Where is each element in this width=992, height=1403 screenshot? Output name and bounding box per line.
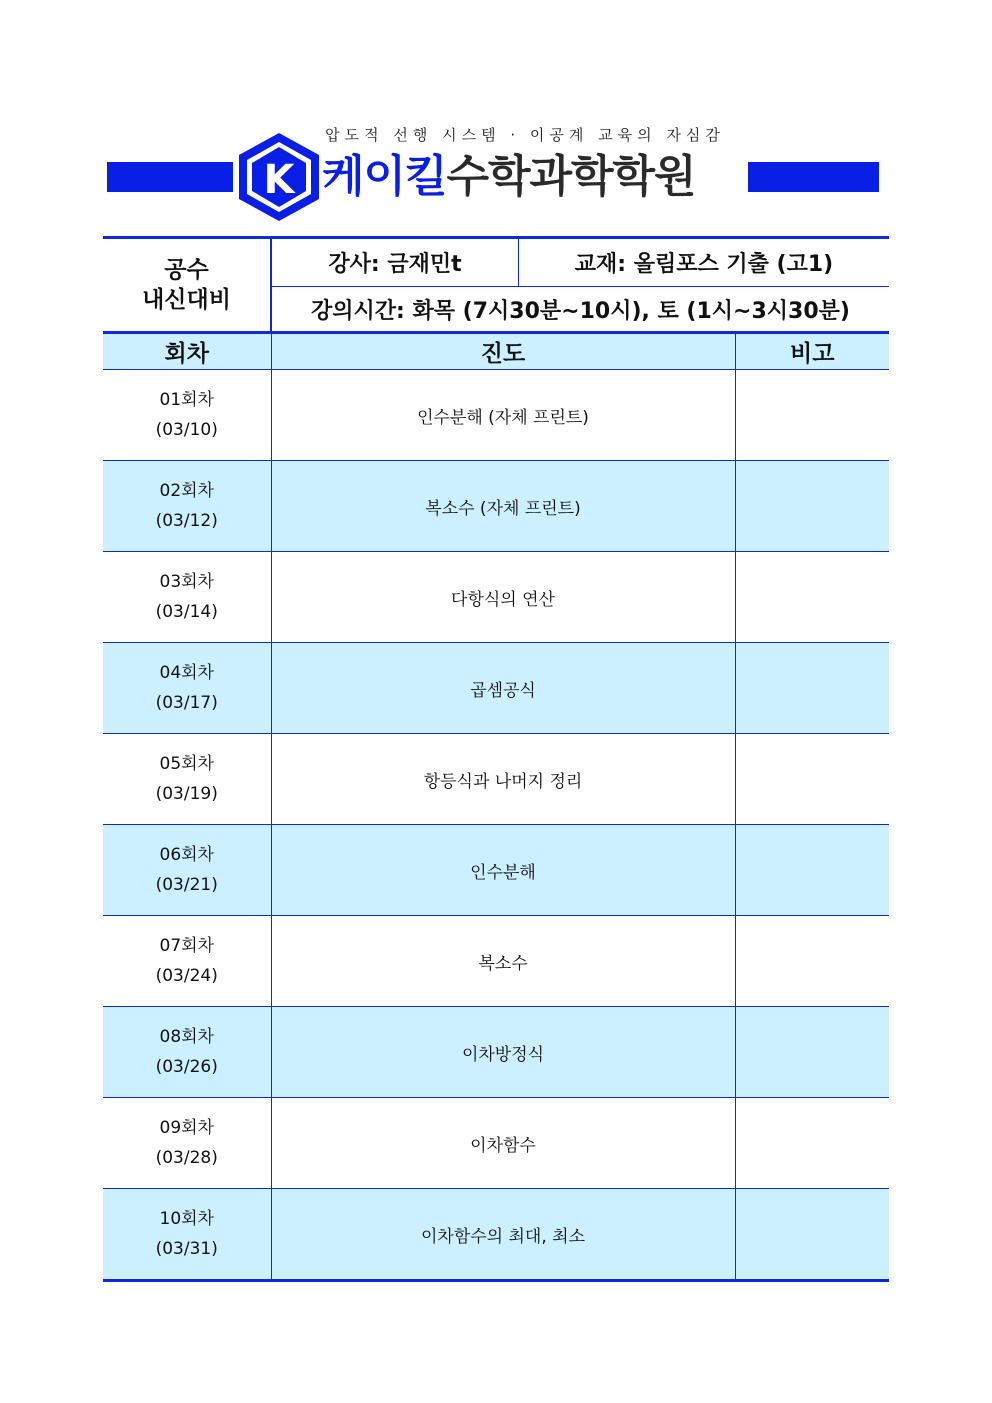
topic-cell: 복소수 bbox=[271, 916, 735, 1007]
session-number: 08회차 bbox=[159, 1027, 214, 1047]
session-date: (03/19) bbox=[155, 784, 218, 804]
topic-cell: 항등식과 나머지 정리 bbox=[271, 734, 735, 825]
session-cell bbox=[103, 1007, 271, 1098]
table-row bbox=[103, 643, 889, 734]
topic-cell: 인수분해 (자체 프린트) bbox=[271, 370, 735, 461]
slogan: 압도적 선행 시스템 · 이공계 교육의 자심감 bbox=[325, 126, 725, 144]
brand-suffix: 수학과학학원 bbox=[446, 151, 696, 202]
note-cell bbox=[735, 734, 889, 825]
note-cell bbox=[735, 1189, 889, 1281]
info-row-top bbox=[272, 239, 889, 287]
session-number: 04회차 bbox=[159, 663, 214, 683]
table-row bbox=[103, 370, 889, 461]
table-row bbox=[103, 1098, 889, 1189]
session-number: 01회차 bbox=[159, 390, 214, 410]
session-cell bbox=[103, 1189, 271, 1281]
note-cell bbox=[735, 1098, 889, 1189]
topic-cell: 인수분해 bbox=[271, 825, 735, 916]
session-date: (03/26) bbox=[155, 1057, 218, 1077]
textbook-label: 교재: 올림포스 기출 (고1) bbox=[574, 252, 834, 277]
topic-cell: 복소수 (자체 프린트) bbox=[271, 461, 735, 552]
session-schedule-table bbox=[103, 334, 889, 1282]
table-row bbox=[103, 1007, 889, 1098]
topic-cell: 이차함수의 최대, 최소 bbox=[271, 1189, 735, 1281]
session-cell bbox=[103, 825, 271, 916]
session-date: (03/12) bbox=[155, 511, 218, 531]
session-date: (03/28) bbox=[155, 1148, 218, 1168]
table-row bbox=[103, 825, 889, 916]
topic-cell: 곱셈공식 bbox=[271, 643, 735, 734]
logo-letter: K bbox=[263, 157, 295, 203]
header-note: 비고 bbox=[735, 334, 889, 370]
session-date: (03/10) bbox=[155, 420, 218, 440]
note-cell bbox=[735, 643, 889, 734]
session-date: (03/14) bbox=[155, 602, 218, 622]
table-row bbox=[103, 461, 889, 552]
course-name bbox=[103, 239, 272, 331]
session-number: 06회차 bbox=[159, 845, 214, 865]
note-cell bbox=[735, 1007, 889, 1098]
session-number: 03회차 bbox=[159, 572, 214, 592]
session-cell bbox=[103, 734, 271, 825]
session-date: (03/21) bbox=[155, 875, 218, 895]
table-row bbox=[103, 552, 889, 643]
teacher-label: 강사: 금재민t bbox=[272, 239, 519, 286]
session-cell bbox=[103, 461, 271, 552]
session-number: 09회차 bbox=[159, 1118, 214, 1138]
session-cell bbox=[103, 916, 271, 1007]
table-row bbox=[103, 734, 889, 825]
table-header-row bbox=[103, 334, 889, 370]
session-number: 05회차 bbox=[159, 754, 214, 774]
header-progress: 진도 bbox=[271, 334, 735, 370]
k-hexagon-logo-icon bbox=[236, 131, 322, 223]
topic-cell: 이차방정식 bbox=[271, 1007, 735, 1098]
header-bar-right bbox=[748, 162, 879, 192]
table-row bbox=[103, 1189, 889, 1281]
note-cell bbox=[735, 552, 889, 643]
session-number: 07회차 bbox=[159, 936, 214, 956]
session-date: (03/24) bbox=[155, 966, 218, 986]
topic-cell: 이차함수 bbox=[271, 1098, 735, 1189]
table-row bbox=[103, 916, 889, 1007]
note-cell bbox=[735, 825, 889, 916]
header-session: 회차 bbox=[103, 334, 271, 370]
topic-cell: 다항식의 연산 bbox=[271, 552, 735, 643]
header-bar-left bbox=[107, 162, 233, 192]
course-name-line1: 공수 bbox=[164, 257, 209, 283]
session-number: 10회차 bbox=[159, 1209, 214, 1229]
brand-name: 케이킬 bbox=[322, 151, 447, 202]
session-cell bbox=[103, 643, 271, 734]
session-date: (03/17) bbox=[155, 693, 218, 713]
session-cell bbox=[103, 1098, 271, 1189]
note-cell bbox=[735, 461, 889, 552]
note-cell bbox=[735, 370, 889, 461]
note-cell bbox=[735, 916, 889, 1007]
session-date: (03/31) bbox=[155, 1239, 218, 1259]
session-cell bbox=[103, 370, 271, 461]
session-number: 02회차 bbox=[159, 481, 214, 501]
class-schedule-label: 강의시간: 화목 (7시30분~10시), 토 (1시~3시30분) bbox=[311, 298, 850, 324]
session-cell bbox=[103, 552, 271, 643]
academy-logo-text bbox=[322, 150, 696, 204]
course-name-line2: 내신대비 bbox=[142, 287, 231, 313]
course-info-box bbox=[103, 236, 889, 334]
